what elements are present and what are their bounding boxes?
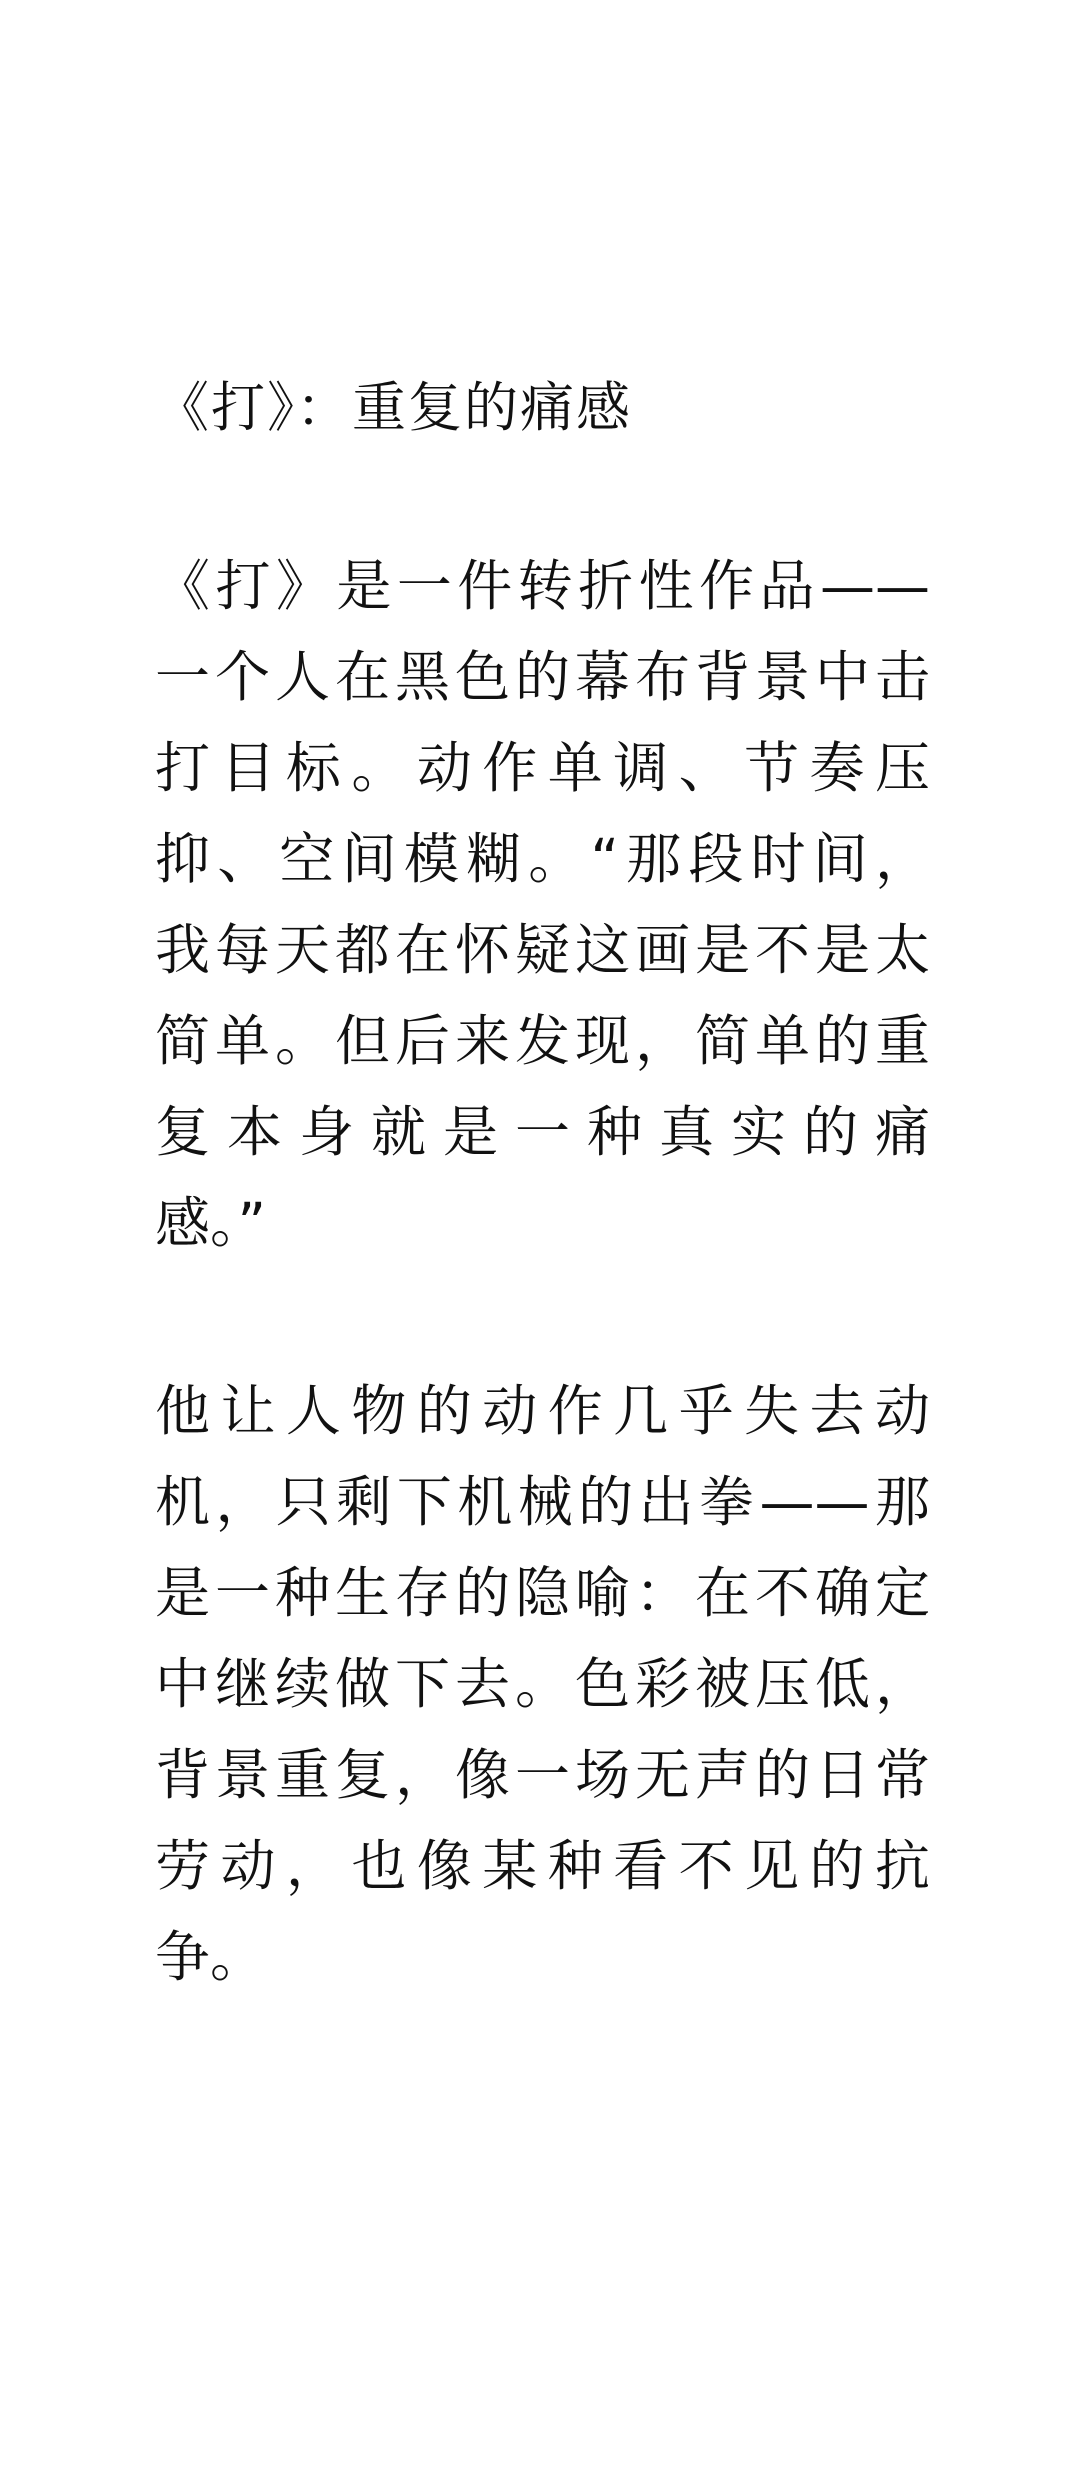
paragraph-line: 机，只剩下机械的出拳——那 [155,1470,930,1534]
paragraph-line: 复本身就是一种真实的痛 [155,1100,930,1164]
paragraph-line: 争。 [155,1925,266,1989]
paragraph-line: 简单。但后来发现，简单的重 [155,1009,930,1073]
paragraph-line: 他让人物的动作几乎失去动 [155,1379,930,1443]
paragraph-1 [155,541,930,1269]
paragraph-line: 打目标。动作单调、节奏压 [155,736,930,800]
article-title: 《打》：重复的痛感 [155,376,632,439]
paragraph-line: 劳动，也像某种看不见的抗 [155,1834,930,1898]
paragraph-line: 《打》是一件转折性作品—— [155,554,930,618]
paragraph-2 [155,1366,930,2003]
paragraph-line: 是一种生存的隐喻：在不确定 [155,1561,930,1625]
paragraph-line: 抑、空间模糊。“那段时间， [155,827,930,891]
article-body [155,372,930,2003]
paragraph-line: 背景重复，像一场无声的日常 [155,1743,930,1807]
paragraph-line: 中继续做下去。色彩被压低， [155,1652,930,1716]
paragraph-line: 我每天都在怀疑这画是不是太 [155,918,930,982]
paragraph-line: 感。” [155,1191,266,1255]
paragraph-line: 一个人在黑色的幕布背景中击 [155,645,930,709]
